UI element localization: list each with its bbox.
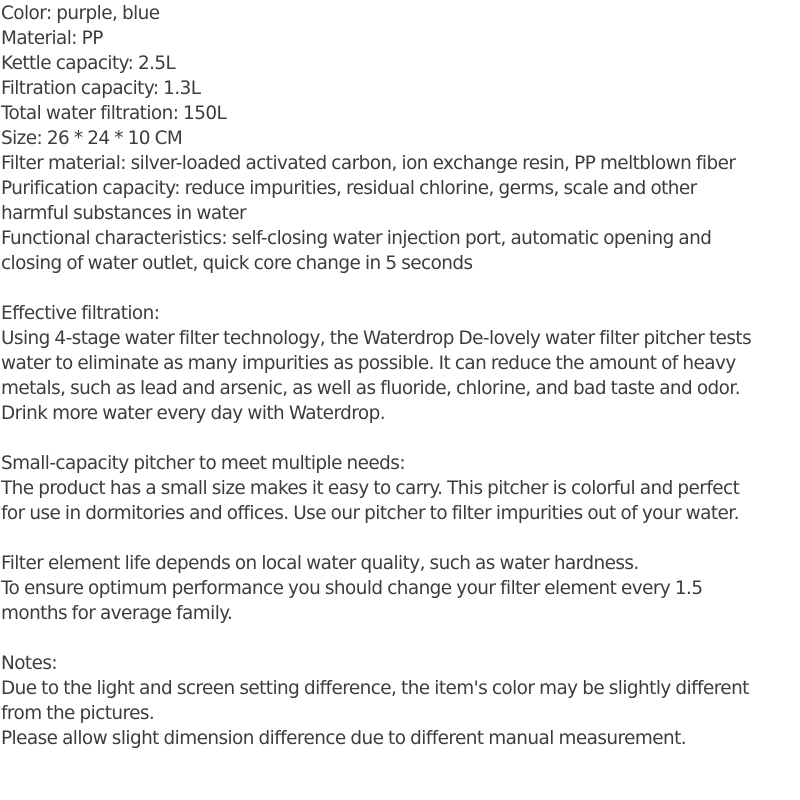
effective-text-line: metals, such as lead and arsenic, as well as fluoride, chlorine, and bad taste and odor. [1,378,740,399]
small-capacity-heading: Small-capacity pitcher to meet multiple needs: [1,453,405,474]
filter-life-text-line: To ensure optimum performance you should change your filter element every 1.5 [1,578,703,599]
specs-section [1,1,800,276]
effective-text-line: water to eliminate as many impurities as possible. It can reduce the amount of heavy [1,353,736,374]
spec-purification-line: Purification capacity: reduce impurities, residual chlorine, germs, scale and other [1,178,697,199]
small-capacity-text-line: for use in dormitories and offices. Use our pitcher to filter impurities out of your water. [1,503,739,524]
spec-material: Material: PP [1,28,103,49]
notes-text-line: Please allow slight dimension difference due to different manual measurement. [1,728,687,749]
spec-filter-material: Filter material: silver-loaded activated carbon, ion exchange resin, PP meltblown fiber [1,153,736,174]
paragraph-spacer [1,276,800,301]
spec-functional-line: closing of water outlet, quick core change in 5 seconds [1,253,473,274]
paragraph-spacer [1,626,800,651]
spec-filtration-capacity: Filtration capacity: 1.3L [1,78,201,99]
spec-purification-line: harmful substances in water [1,203,247,224]
paragraph-spacer [1,526,800,551]
filter-life-text-line: Filter element life depends on local water quality, such as water hardness. [1,553,639,574]
effective-filtration-section [1,301,800,426]
spec-size: Size: 26 * 24 * 10 CM [1,128,183,149]
paragraph-spacer [1,426,800,451]
notes-section [1,651,800,751]
filter-life-section [1,551,800,626]
small-capacity-section [1,451,800,526]
effective-heading: Effective filtration: [1,303,160,324]
spec-kettle-capacity: Kettle capacity: 2.5L [1,53,176,74]
spec-functional-line: Functional characteristics: self-closing water injection port, automatic opening and [1,228,712,249]
spec-total-filtration: Total water filtration: 150L [1,103,227,124]
notes-text-line: Due to the light and screen setting difference, the item's color may be slightly different [1,678,749,699]
effective-text-line: Using 4-stage water filter technology, the Waterdrop De-lovely water filter pitcher tests [1,328,752,349]
spec-color: Color: purple, blue [1,3,160,24]
filter-life-text-line: months for average family. [1,603,233,624]
small-capacity-text-line: The product has a small size makes it easy to carry. This pitcher is colorful and perfect [1,478,740,499]
effective-text-line: Drink more water every day with Waterdrop. [1,403,385,424]
notes-heading: Notes: [1,653,58,674]
notes-text-line: from the pictures. [1,703,155,724]
